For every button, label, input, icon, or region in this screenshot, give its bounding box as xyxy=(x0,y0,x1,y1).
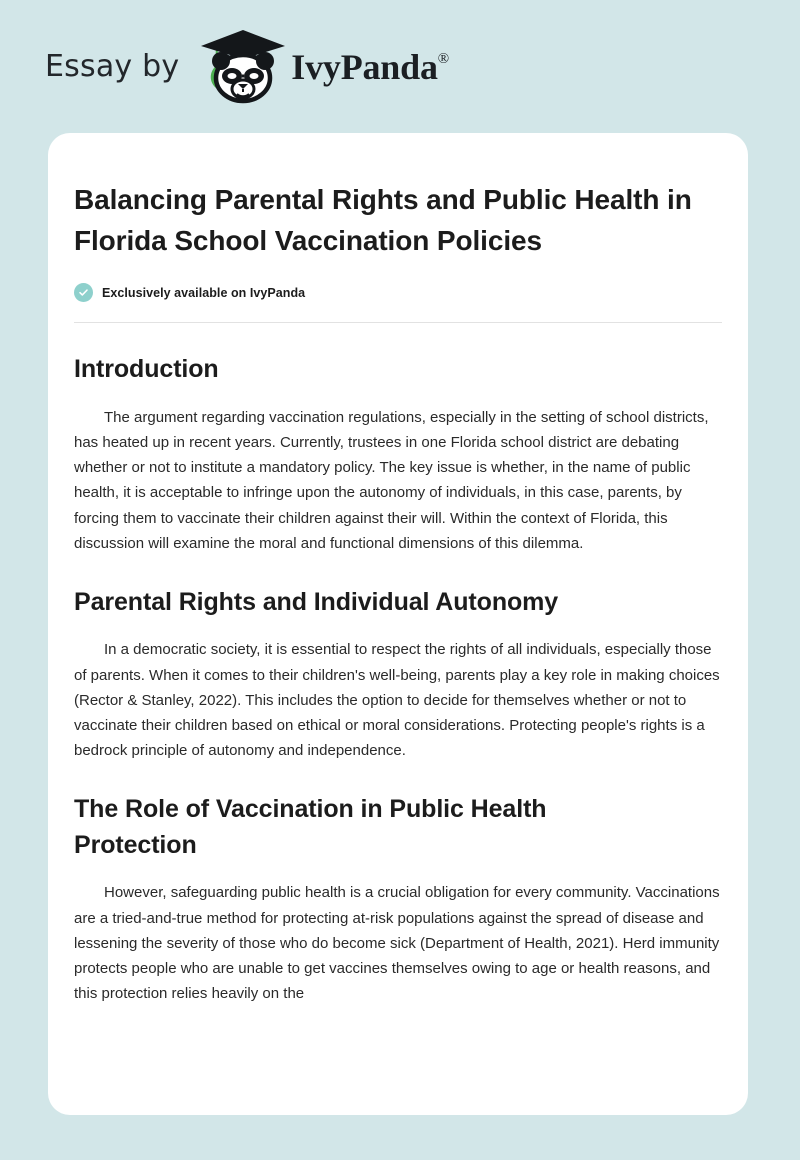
brand-name-text: IvyPanda xyxy=(291,46,438,87)
brand-wordmark xyxy=(291,46,449,87)
page-title: Balancing Parental Rights and Public Health in Florida School Vaccination Policies xyxy=(74,184,692,257)
section-paragraph-role-of-vaccination: However, safeguarding public health is a crucial obligation for every community. Vaccinations are a tried-and-true method for protecting at-risk populations against the spread of disease and lessening the severity of those who do become sick (Department of Health, 2021). Herd immunity protects people who are unable to get vaccines themselves owing to age or health reasons, and this protection relies heavily on the xyxy=(74,884,720,1003)
essay-by-label: Essay by xyxy=(45,48,180,84)
exclusive-availability-badge xyxy=(74,283,722,302)
ivypanda-logo[interactable] xyxy=(193,30,449,104)
section-heading-role-of-vaccination: The Role of Vaccination in Public Health Protection xyxy=(74,795,547,859)
essay-document-card xyxy=(48,133,748,1115)
section-heading-introduction: Introduction xyxy=(74,355,219,384)
site-header xyxy=(0,0,800,133)
section-paragraph-parental-rights: In a democratic society, it is essential to respect the rights of all individuals, especially those of parents. When it comes to their children's well-being, parents play a key role in making choices (Rector & Stanley, 2022). This includes the option to decide for themselves whether or not to vaccinate their children based on ethical or moral considerations. Protecting people's rights is a bedrock principle of autonomy and independence. xyxy=(74,641,720,760)
section-paragraph-introduction: The argument regarding vaccination regulations, especially in the setting of school districts, has heated up in recent years. Currently, trustees in one Florida school district are debating whether or not to institute a mandatory policy. The key issue is whether, in the name of public health, it is acceptable to infringe upon the autonomy of individuals, in this case, parents, by forcing them to vaccinate their children against their will. Within the context of Florida, this discussion will examine the moral and functional dimensions of this dilemma. xyxy=(74,408,709,552)
check-circle-icon xyxy=(74,283,93,302)
title-divider xyxy=(74,322,722,323)
exclusive-badge-label: Exclusively available on IvyPanda xyxy=(102,285,306,300)
panda-graduate-logo-icon xyxy=(193,26,289,104)
section-heading-parental-rights: Parental Rights and Individual Autonomy xyxy=(74,587,559,616)
registered-trademark-symbol: ® xyxy=(437,51,449,68)
